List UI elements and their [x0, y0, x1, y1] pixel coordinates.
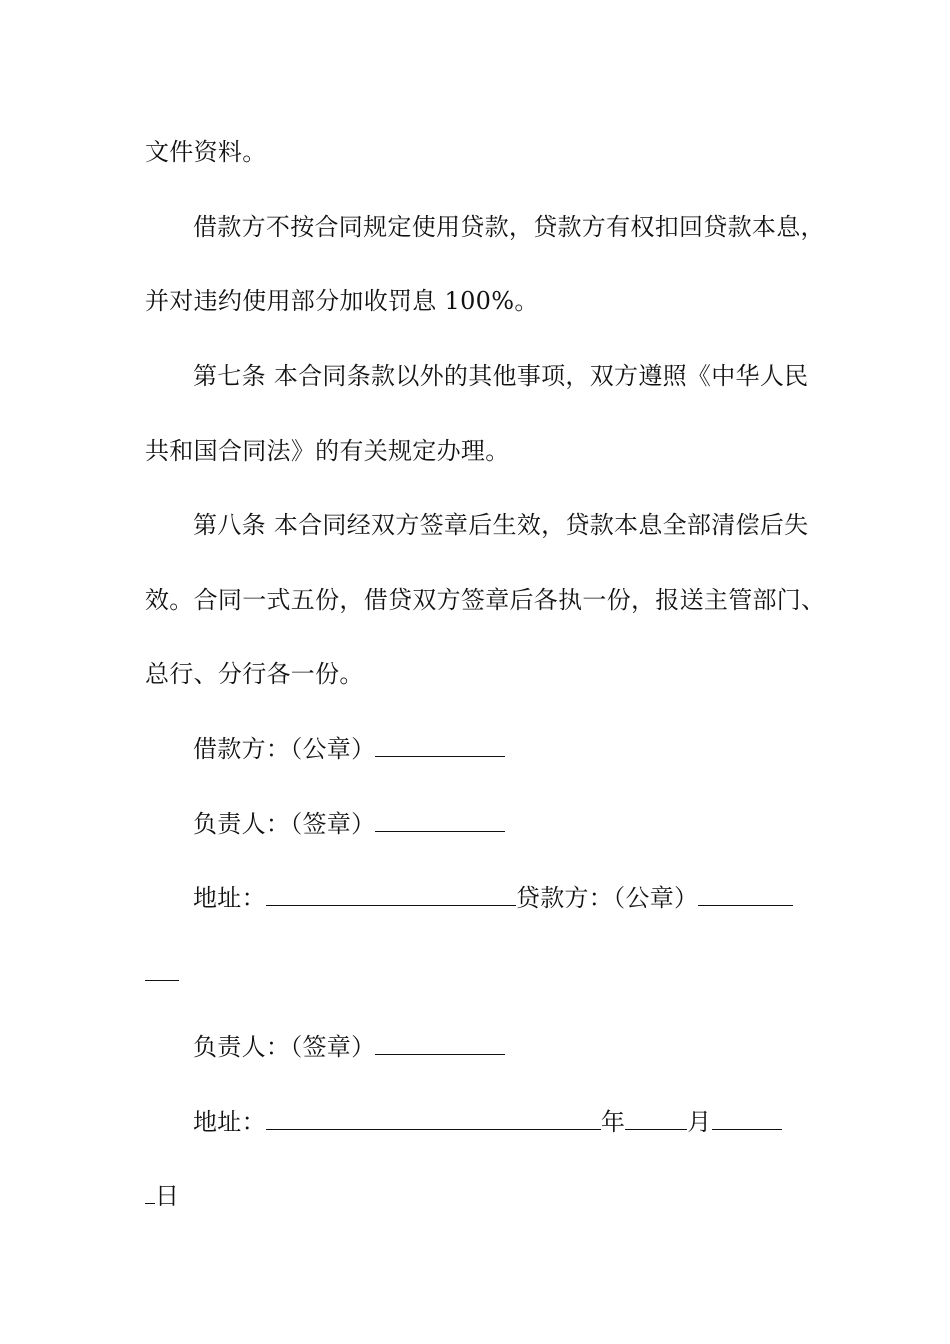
- lender-seal-blank: [698, 883, 793, 906]
- lender-address-blank: [266, 1107, 601, 1130]
- text-line-2: 借款方不按合同规定使用贷款，贷款方有权扣回贷款本息，: [193, 213, 825, 241]
- lender-address-date-line: [193, 1107, 815, 1137]
- lender-address-label: 地址：: [193, 1108, 266, 1136]
- borrower-seal-blank: [375, 734, 505, 757]
- text-line-6: 第八条 本合同经双方签章后生效，贷款本息全部清偿后失: [193, 511, 809, 539]
- lender-seal-continuation: [145, 958, 815, 988]
- lender-seal-blank-continued: [145, 958, 179, 981]
- borrower-responsible-label: 负责人：（签章）: [193, 810, 376, 838]
- borrower-address-line: [193, 883, 815, 913]
- text-line-4: 第七条 本合同条款以外的其他事项，双方遵照《中华人民: [193, 362, 809, 390]
- year-label: 年: [600, 1108, 626, 1136]
- borrower-responsible-line: [193, 809, 815, 839]
- day-blank-continued: [145, 1181, 155, 1204]
- lender-responsible-label: 负责人：（签章）: [193, 1033, 376, 1061]
- day-blank: [712, 1107, 782, 1130]
- lender-responsible-blank: [375, 1032, 505, 1055]
- borrower-address-label: 地址：: [193, 884, 266, 912]
- borrower-seal-line: [193, 734, 815, 764]
- day-label: 日: [155, 1182, 180, 1210]
- day-line: [145, 1181, 815, 1211]
- borrower-responsible-blank: [375, 809, 505, 832]
- month-blank: [625, 1107, 687, 1130]
- text-line-3: 并对违约使用部分加收罚息 100%。: [145, 287, 539, 315]
- text-line-7: 效。合同一式五份，借贷双方签章后各执一份，报送主管部门、: [145, 586, 826, 614]
- text-line-5: 共和国合同法》的有关规定办理。: [145, 437, 510, 465]
- lender-label: 贷款方：（公章）: [515, 884, 699, 912]
- lender-responsible-line: [193, 1032, 815, 1062]
- borrower-label: 借款方：（公章）: [193, 735, 376, 763]
- text-line-1: 文件资料。: [145, 138, 267, 166]
- month-label: 月: [687, 1108, 712, 1136]
- borrower-address-blank: [266, 883, 516, 906]
- text-line-8: 总行、分行各一份。: [145, 660, 364, 688]
